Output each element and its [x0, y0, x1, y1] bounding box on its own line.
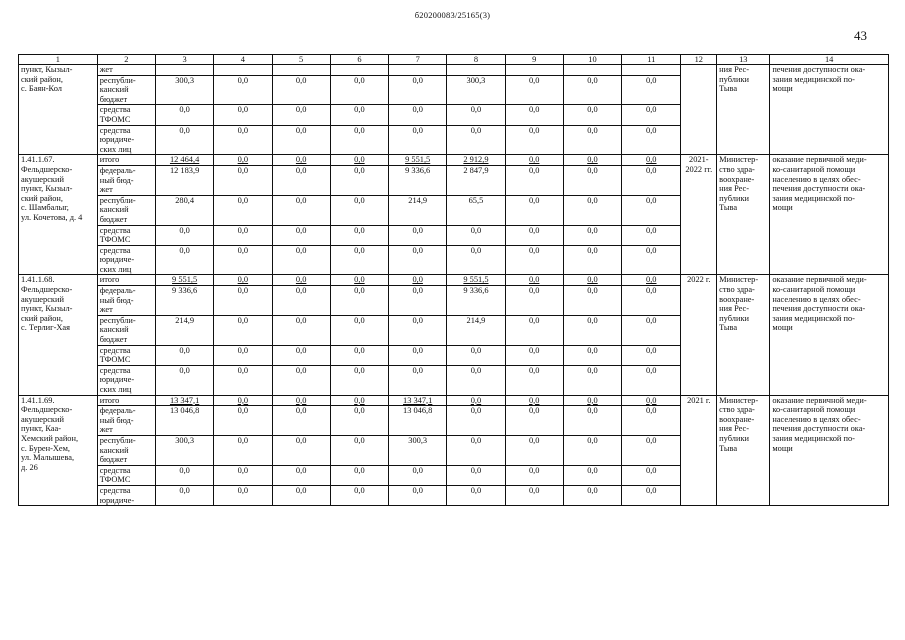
amount-cell: 0,0: [622, 195, 681, 225]
column-number: 10: [563, 55, 621, 65]
amount-cell: 0,0: [330, 125, 388, 155]
amount-cell: [214, 65, 272, 76]
amount-cell: 0,0: [155, 465, 213, 485]
amount-cell: [330, 65, 388, 76]
amount-cell: 0,0: [272, 125, 330, 155]
result-cell: оказание первичной меди- ко-санитарной помощи населению в целях обес- печения доступности ока- зания медицинской по- мощи: [770, 395, 889, 506]
document-id: б20200083/25165(3): [414, 10, 491, 20]
funding-source-cell: средства ТФОМС: [97, 345, 155, 365]
amount-cell: 0,0: [214, 75, 272, 105]
executor-cell: Министер- ство здра- воохране- ния Рес- публики Тыва: [717, 155, 770, 275]
amount-cell: 0,0: [155, 365, 213, 395]
amount-cell: 0,0: [505, 225, 563, 245]
amount-cell: 0,0: [389, 485, 447, 505]
amount-cell: 0,0: [447, 395, 505, 406]
amount-cell: 0,0: [155, 485, 213, 505]
amount-cell: 9 551,5: [155, 275, 213, 286]
amount-cell: 0,0: [505, 315, 563, 345]
amount-cell: 0,0: [389, 75, 447, 105]
amount-cell: 0,0: [214, 315, 272, 345]
amount-cell: 0,0: [389, 275, 447, 286]
amount-cell: 0,0: [389, 286, 447, 316]
result-cell: оказание первичной меди- ко-санитарной помощи населению в целях обес- печения доступности ока- зания медицинской по- мощи: [770, 155, 889, 275]
amount-cell: [622, 65, 681, 76]
period-cell: [681, 65, 717, 155]
amount-cell: 0,0: [214, 225, 272, 245]
column-number: 5: [272, 55, 330, 65]
funding-source-cell: жет: [97, 65, 155, 76]
amount-cell: 0,0: [447, 245, 505, 275]
amount-cell: 0,0: [330, 286, 388, 316]
amount-cell: 0,0: [563, 75, 621, 105]
amount-cell: 0,0: [214, 125, 272, 155]
amount-cell: 0,0: [155, 225, 213, 245]
funding-source-cell: средства юридиче-: [97, 485, 155, 505]
funding-source-cell: средства ТФОМС: [97, 225, 155, 245]
table-row: [19, 275, 889, 286]
amount-cell: 0,0: [505, 275, 563, 286]
amount-cell: 9 336,6: [155, 286, 213, 316]
column-number: 12: [681, 55, 717, 65]
column-number: 4: [214, 55, 272, 65]
executor-cell: ния Рес- публики Тыва: [717, 65, 770, 155]
amount-cell: 0,0: [272, 406, 330, 436]
amount-cell: 0,0: [330, 165, 388, 195]
amount-cell: 0,0: [155, 105, 213, 125]
funding-source-cell: итого: [97, 275, 155, 286]
amount-cell: 0,0: [563, 275, 621, 286]
amount-cell: 0,0: [622, 406, 681, 436]
amount-cell: 0,0: [563, 286, 621, 316]
funding-source-cell: средства ТФОМС: [97, 105, 155, 125]
column-number: 13: [717, 55, 770, 65]
object-name-cell: 1.41.1.69. Фельдшерско- акушерский пункт, Каа- Хемский район, с. Бурен-Хем, ул. Малышева, д. 26: [19, 395, 98, 506]
object-name-cell: 1.41.1.68. Фельдшерско- акушерский пункт, Кызыл- ский район, с. Терлиг-Хая: [19, 275, 98, 395]
amount-cell: 0,0: [272, 275, 330, 286]
table-row: [19, 155, 889, 166]
amount-cell: [155, 65, 213, 76]
column-number: 3: [155, 55, 213, 65]
amount-cell: 0,0: [563, 165, 621, 195]
amount-cell: [447, 65, 505, 76]
amount-cell: 300,3: [155, 435, 213, 465]
amount-cell: 0,0: [505, 435, 563, 465]
amount-cell: 0,0: [505, 465, 563, 485]
funding-source-cell: итого: [97, 155, 155, 166]
period-cell: 2021 г.: [681, 395, 717, 506]
amount-cell: 0,0: [214, 406, 272, 436]
amount-cell: 0,0: [563, 105, 621, 125]
funding-source-cell: республи- канский бюджет: [97, 75, 155, 105]
amount-cell: 0,0: [330, 225, 388, 245]
amount-cell: 13 046,8: [155, 406, 213, 436]
amount-cell: 0,0: [505, 75, 563, 105]
amount-cell: 0,0: [622, 105, 681, 125]
amount-cell: 0,0: [622, 245, 681, 275]
amount-cell: 0,0: [622, 435, 681, 465]
amount-cell: 0,0: [622, 345, 681, 365]
amount-cell: 0,0: [622, 75, 681, 105]
table-body: [19, 65, 889, 506]
amount-cell: 0,0: [389, 225, 447, 245]
amount-cell: 0,0: [272, 195, 330, 225]
amount-cell: 9 551,5: [447, 275, 505, 286]
amount-cell: 0,0: [389, 365, 447, 395]
amount-cell: 0,0: [155, 125, 213, 155]
amount-cell: 0,0: [447, 435, 505, 465]
amount-cell: 13 046,8: [389, 406, 447, 436]
amount-cell: 0,0: [330, 485, 388, 505]
table-row: [19, 65, 889, 76]
column-number: 2: [97, 55, 155, 65]
amount-cell: 0,0: [563, 225, 621, 245]
amount-cell: 0,0: [505, 365, 563, 395]
amount-cell: 0,0: [272, 395, 330, 406]
amount-cell: 0,0: [447, 465, 505, 485]
amount-cell: 0,0: [272, 315, 330, 345]
amount-cell: 0,0: [447, 485, 505, 505]
amount-cell: 0,0: [622, 485, 681, 505]
column-number: 1: [19, 55, 98, 65]
amount-cell: 0,0: [505, 245, 563, 275]
amount-cell: 0,0: [622, 225, 681, 245]
amount-cell: 0,0: [389, 315, 447, 345]
amount-cell: 0,0: [563, 465, 621, 485]
amount-cell: 0,0: [272, 225, 330, 245]
amount-cell: 0,0: [330, 395, 388, 406]
amount-cell: 0,0: [214, 165, 272, 195]
amount-cell: 0,0: [214, 485, 272, 505]
amount-cell: 0,0: [214, 275, 272, 286]
amount-cell: 0,0: [214, 365, 272, 395]
column-number: 7: [389, 55, 447, 65]
amount-cell: 0,0: [447, 365, 505, 395]
amount-cell: 0,0: [505, 485, 563, 505]
amount-cell: 0,0: [389, 125, 447, 155]
amount-cell: 0,0: [622, 315, 681, 345]
amount-cell: 0,0: [214, 286, 272, 316]
amount-cell: 0,0: [330, 465, 388, 485]
amount-cell: 0,0: [330, 195, 388, 225]
amount-cell: 300,3: [447, 75, 505, 105]
amount-cell: 0,0: [563, 125, 621, 155]
amount-cell: 0,0: [563, 195, 621, 225]
amount-cell: [563, 65, 621, 76]
amount-cell: 0,0: [389, 465, 447, 485]
amount-cell: 0,0: [505, 125, 563, 155]
amount-cell: 0,0: [563, 345, 621, 365]
amount-cell: 214,9: [447, 315, 505, 345]
amount-cell: 0,0: [389, 245, 447, 275]
period-cell: 2022 г.: [681, 275, 717, 395]
amount-cell: 0,0: [622, 395, 681, 406]
funding-source-cell: средства юридиче- ских лиц: [97, 245, 155, 275]
amount-cell: 214,9: [155, 315, 213, 345]
amount-cell: 0,0: [272, 155, 330, 166]
object-name-cell: 1.41.1.67. Фельдшерско- акушерский пункт, Кызыл- ский район, с. Шамбалыг, ул. Кочетова, д. 4: [19, 155, 98, 275]
amount-cell: 0,0: [447, 105, 505, 125]
amount-cell: 0,0: [505, 155, 563, 166]
amount-cell: 0,0: [330, 406, 388, 436]
amount-cell: 0,0: [622, 275, 681, 286]
amount-cell: 0,0: [330, 275, 388, 286]
amount-cell: 0,0: [272, 245, 330, 275]
amount-cell: 0,0: [563, 435, 621, 465]
object-name-cell: пункт, Кызыл- ский район, с. Баян-Кол: [19, 65, 98, 155]
amount-cell: 0,0: [155, 345, 213, 365]
amount-cell: 0,0: [447, 225, 505, 245]
amount-cell: 0,0: [622, 125, 681, 155]
amount-cell: 0,0: [272, 105, 330, 125]
amount-cell: 0,0: [272, 165, 330, 195]
funding-source-cell: итого: [97, 395, 155, 406]
amount-cell: 12 464,4: [155, 155, 213, 166]
amount-cell: 0,0: [563, 245, 621, 275]
amount-cell: [505, 65, 563, 76]
amount-cell: 65,5: [447, 195, 505, 225]
budget-table: [18, 54, 889, 506]
amount-cell: 0,0: [272, 465, 330, 485]
amount-cell: 9 336,6: [389, 165, 447, 195]
column-number: 6: [330, 55, 388, 65]
amount-cell: 9 336,6: [447, 286, 505, 316]
amount-cell: 0,0: [330, 245, 388, 275]
amount-cell: 0,0: [622, 286, 681, 316]
amount-cell: 0,0: [330, 75, 388, 105]
executor-cell: Министер- ство здра- воохране- ния Рес- публики Тыва: [717, 395, 770, 506]
amount-cell: 0,0: [563, 155, 621, 166]
amount-cell: 0,0: [505, 406, 563, 436]
amount-cell: [389, 65, 447, 76]
amount-cell: 0,0: [272, 75, 330, 105]
executor-cell: Министер- ство здра- воохране- ния Рес- публики Тыва: [717, 275, 770, 395]
amount-cell: 0,0: [214, 435, 272, 465]
amount-cell: 0,0: [563, 315, 621, 345]
amount-cell: 0,0: [622, 365, 681, 395]
amount-cell: [272, 65, 330, 76]
amount-cell: 0,0: [622, 155, 681, 166]
amount-cell: 0,0: [622, 465, 681, 485]
amount-cell: 0,0: [214, 245, 272, 275]
amount-cell: 0,0: [214, 395, 272, 406]
amount-cell: 0,0: [330, 105, 388, 125]
funding-source-cell: средства юридиче- ских лиц: [97, 365, 155, 395]
amount-cell: 0,0: [505, 395, 563, 406]
funding-source-cell: республи- канский бюджет: [97, 435, 155, 465]
amount-cell: 0,0: [214, 195, 272, 225]
amount-cell: 0,0: [505, 105, 563, 125]
amount-cell: 0,0: [214, 105, 272, 125]
amount-cell: 13 347,1: [155, 395, 213, 406]
amount-cell: 0,0: [330, 315, 388, 345]
amount-cell: 0,0: [214, 155, 272, 166]
amount-cell: 0,0: [155, 245, 213, 275]
amount-cell: 0,0: [272, 485, 330, 505]
amount-cell: 2 912,9: [447, 155, 505, 166]
amount-cell: 0,0: [505, 165, 563, 195]
amount-cell: 0,0: [505, 345, 563, 365]
funding-source-cell: федераль- ный бюд- жет: [97, 165, 155, 195]
funding-source-cell: средства ТФОМС: [97, 465, 155, 485]
amount-cell: 9 551,5: [389, 155, 447, 166]
column-number-row: [19, 55, 889, 65]
funding-source-cell: федераль- ный бюд- жет: [97, 286, 155, 316]
amount-cell: 0,0: [505, 195, 563, 225]
amount-cell: 0,0: [214, 465, 272, 485]
amount-cell: 0,0: [505, 286, 563, 316]
amount-cell: 2 847,9: [447, 165, 505, 195]
amount-cell: 0,0: [214, 345, 272, 365]
column-number: 11: [622, 55, 681, 65]
amount-cell: 0,0: [622, 165, 681, 195]
page-number: 43: [854, 28, 867, 43]
amount-cell: 300,3: [389, 435, 447, 465]
amount-cell: 214,9: [389, 195, 447, 225]
amount-cell: 0,0: [330, 345, 388, 365]
result-cell: оказание первичной меди- ко-санитарной помощи населению в целях обес- печения доступности ока- зания медицинской по- мощи: [770, 275, 889, 395]
funding-source-cell: средства юридиче- ских лиц: [97, 125, 155, 155]
amount-cell: 0,0: [563, 485, 621, 505]
amount-cell: 0,0: [330, 435, 388, 465]
amount-cell: 0,0: [272, 345, 330, 365]
funding-source-cell: республи- канский бюджет: [97, 315, 155, 345]
column-number: 9: [505, 55, 563, 65]
amount-cell: 300,3: [155, 75, 213, 105]
amount-cell: 0,0: [330, 365, 388, 395]
amount-cell: 0,0: [389, 105, 447, 125]
amount-cell: 0,0: [563, 406, 621, 436]
result-cell: печения доступности ока- зания медицинской по- мощи: [770, 65, 889, 155]
amount-cell: 0,0: [447, 406, 505, 436]
amount-cell: 0,0: [272, 435, 330, 465]
amount-cell: 12 183,9: [155, 165, 213, 195]
amount-cell: 0,0: [447, 345, 505, 365]
funding-source-cell: республи- канский бюджет: [97, 195, 155, 225]
amount-cell: 0,0: [272, 286, 330, 316]
column-number: 14: [770, 55, 889, 65]
amount-cell: 0,0: [447, 125, 505, 155]
amount-cell: 280,4: [155, 195, 213, 225]
funding-source-cell: федераль- ный бюд- жет: [97, 406, 155, 436]
amount-cell: 0,0: [389, 345, 447, 365]
table-row: [19, 395, 889, 406]
period-cell: 2021- 2022 гг.: [681, 155, 717, 275]
amount-cell: 0,0: [330, 155, 388, 166]
amount-cell: 0,0: [563, 395, 621, 406]
amount-cell: 13 347,1: [389, 395, 447, 406]
column-number: 8: [447, 55, 505, 65]
amount-cell: 0,0: [272, 365, 330, 395]
amount-cell: 0,0: [563, 365, 621, 395]
